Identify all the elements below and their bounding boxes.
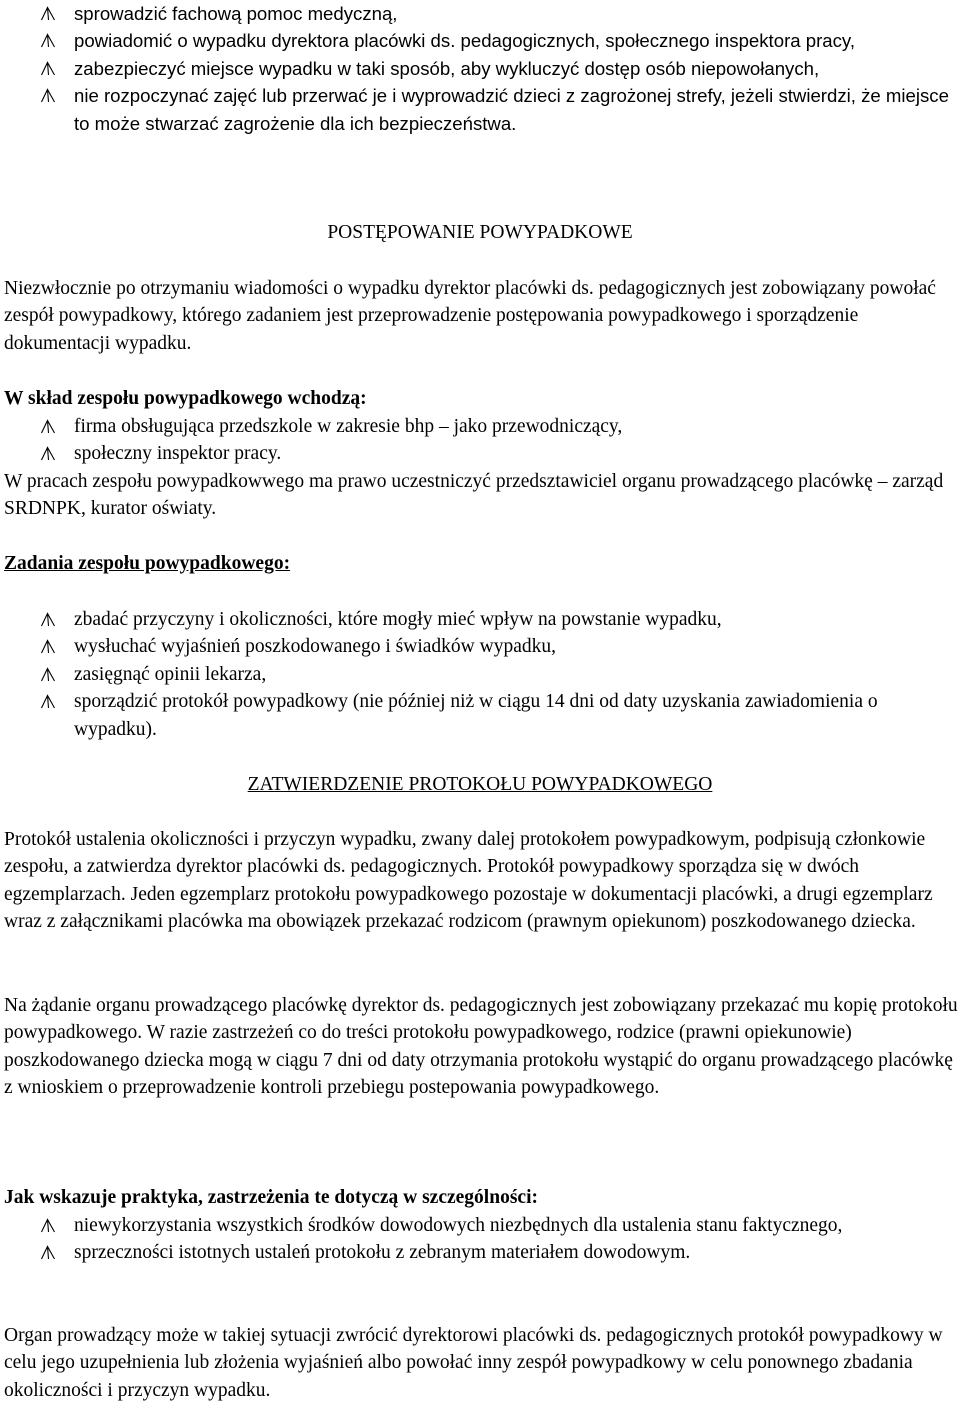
paragraph-protocol-objections: Na żądanie organu prowadzącego placówkę dyrektor ds. pedagogicznych jest zobowiązany przekazać mu kopię protokołu powypadkowego. W razie zastrzeżeń co do treści protokołu powypadkowego, rodzice (prawni opiekunowie) poszkodowanego dziecka mogą w ciągu 7 dni od daty otrzymania protokołu wystąpić do organu prowadzącego placówkę z wnioskiem o przeprowadzenie kontroli przebiegu postepowania powypadkowego. [4,995,958,1099]
list-item: zasięgnąć opinii lekarza, [0,661,958,688]
section-heading-postepowanie: POSTĘPOWANIE POWYPADKOWE [327,222,633,243]
practice-heading: Jak wskazuje praktyka, zastrzeżenia te dotyczą w szczególności: [4,1187,538,1208]
mountain-wedge-bullet-icon [40,0,60,27]
mountain-wedge-bullet-icon [40,606,60,633]
team-tasks-list [0,606,958,743]
list-item: wysłuchać wyjaśnień poszkodowanego i świadków wypadku, [0,633,958,660]
list-item: społeczny inspektor pracy. [0,440,958,467]
list-item: niewykorzystania wszystkich środków dowodowych niezbędnych dla ustalenia stanu faktycznego, [0,1212,958,1239]
paragraph-team-appointment: Niezwłocznie po otrzymaniu wiadomości o wypadku dyrektor placówki ds. pedagogicznych jest zobowiązany powołać zespół powypadkowy, którego zadaniem jest przeprowadzenie postępowania powypadkowego i sporządzenie dokumentacji wypadku. [4,278,936,354]
mountain-wedge-bullet-icon [40,55,60,82]
list-item: zbadać przyczyny i okoliczności, które mogły mieć wpływ na powstanie wypadku, [0,606,958,633]
list-item: sporządzić protokół powypadkowy (nie później niż w ciągu 14 dni od daty uzyskania zawiadomienia o wypadku). [0,688,958,743]
mountain-wedge-bullet-icon [40,413,60,440]
list-item: firma obsługująca przedszkole w zakresie bhp – jako przewodniczący, [0,413,958,440]
list-item: sprzeczności istotnych ustaleń protokołu z zebranym materiałem dowodowym. [0,1239,958,1266]
practice-objections-list [0,1212,958,1267]
paragraph-participants: W pracach zespołu powypadkowwego ma prawo uczestniczyć przedsztawiciel organu prowadzącego placówkę – zarząd SRDNPK, kurator oświaty. [4,471,944,520]
mountain-wedge-bullet-icon [40,633,60,660]
mountain-wedge-bullet-icon [40,27,60,54]
mountain-wedge-bullet-icon [40,82,60,109]
team-tasks-heading: Zadania zespołu powypadkowego: [4,553,291,574]
list-item: zabezpieczyć miejsce wypadku w taki sposób, aby wykluczyć dostęp osób niepowołanych, [0,55,958,82]
team-members-list [0,413,958,468]
mountain-wedge-bullet-icon [40,661,60,688]
first-aid-steps-list [0,0,958,137]
team-composition-heading: W skład zespołu powypadkowego wchodzą: [4,388,367,409]
mountain-wedge-bullet-icon [40,1239,60,1266]
mountain-wedge-bullet-icon [40,440,60,467]
mountain-wedge-bullet-icon [40,688,60,715]
list-item: powiadomić o wypadku dyrektora placówki ds. pedagogicznych, społecznego inspektora pracy, [0,27,958,54]
paragraph-organ-actions: Organ prowadzący może w takiej sytuacji zwrócić dyrektorowi placówki ds. pedagogicznych protokół powypadkowy w celu jego uzupełnienia lub złożenia wyjaśnień albo powołać inny zespół powypadkowy w celu ponownego zbadania okoliczności i przyczyn wypadku. [4,1325,943,1401]
list-item: nie rozpoczynać zajęć lub przerwać je i wyprowadzić dzieci z zagrożonej strefy, jeżeli stwierdzi, że miejsce to może stwarzać zagrożenie dla ich bezpieczeństwa. [0,82,958,137]
section-heading-zatwierdzenie: ZATWIERDZENIE PROTOKOŁU POWYPADKOWEGO [247,774,713,795]
paragraph-protocol-approval: Protokół ustalenia okoliczności i przyczyn wypadku, zwany dalej protokołem powypadkowym, podpisują członkowie zespołu, a zatwierdza dyrektor placówki ds. pedagogicznych. Protokół powypadkowy sporządza się w dwóch egzemplarzach. Jeden egzemplarz protokołu powypadkowego pozostaje w dokumentacji placówki, a drugi egzemplarz wraz z załącznikami placówka ma obowiązek przekazać rodzicom (prawnym opiekunom) poszkodowanego dziecka. [4,829,933,933]
list-item: sprowadzić fachową pomoc medyczną, [0,0,958,27]
mountain-wedge-bullet-icon [40,1212,60,1239]
